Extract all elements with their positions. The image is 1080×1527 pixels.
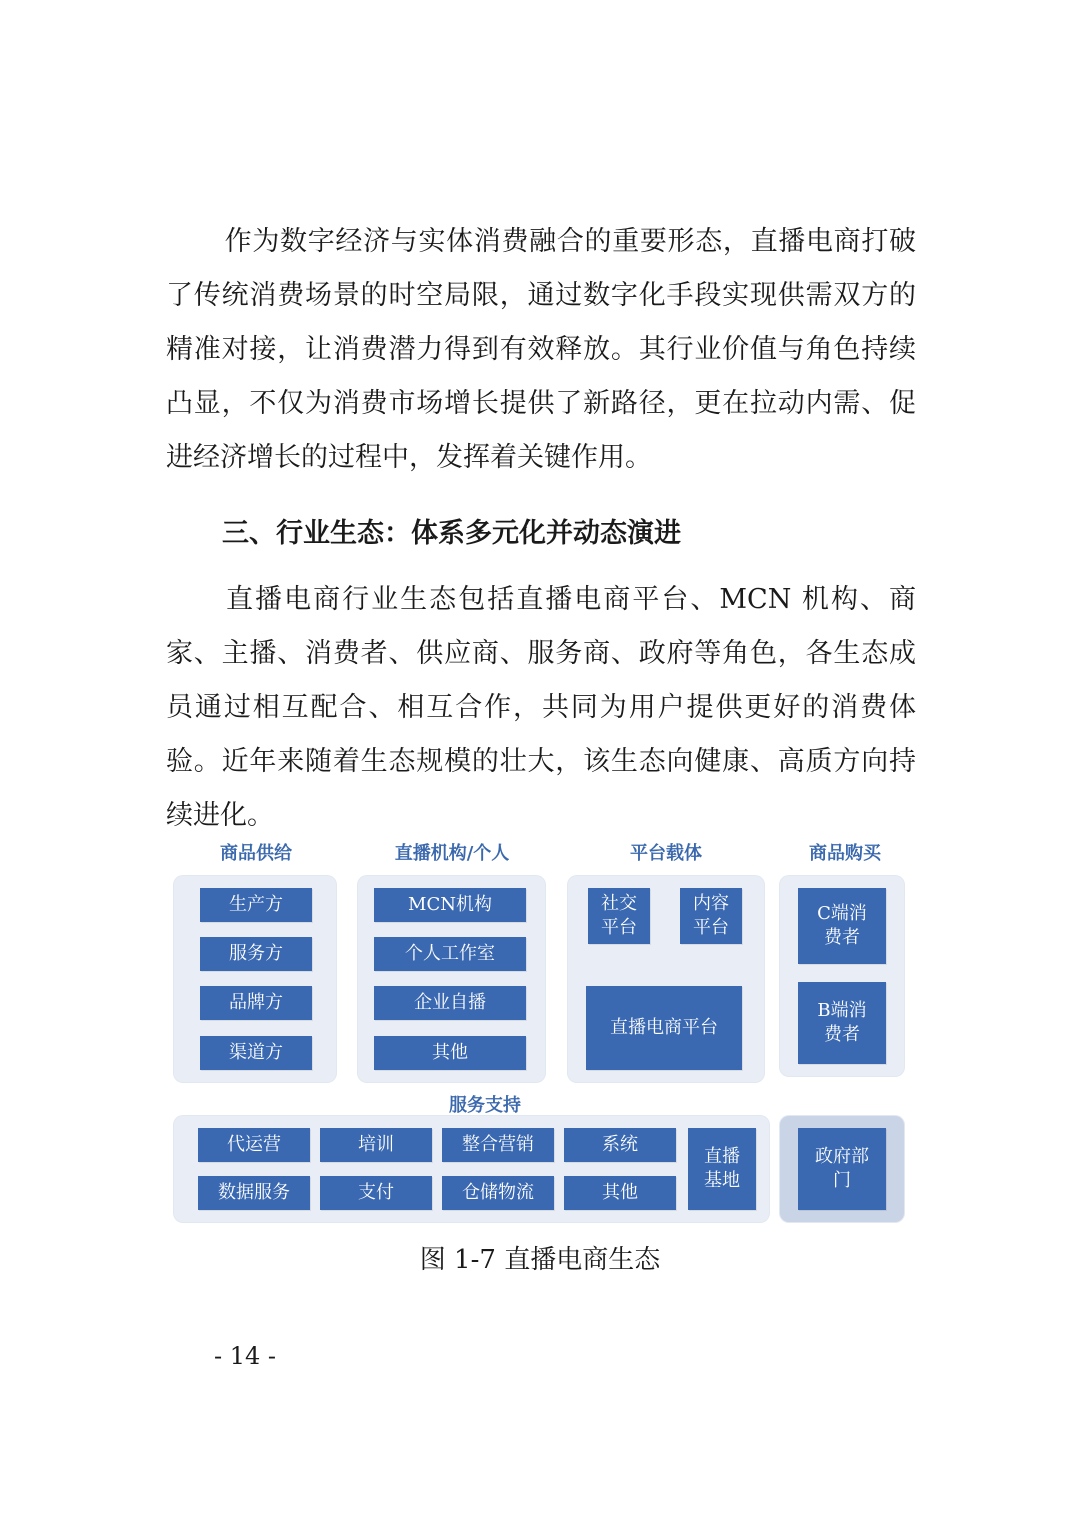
paragraph-1-text: 作为数字经济与实体消费融合的重要形态，直播电商打破了传统消费场景的时空局限，通过数字化手段实现供需双方的精准对接，让消费潜力得到有效释放。其行业价值与角色持续凸显，不仅为消费市场增长提供了新路径，更在拉动内需、促进经济增长的过程中，发挥着关键作用。 <box>166 226 916 473</box>
purchase-c-consumer: C端消费者 <box>798 888 886 964</box>
paragraph-2-text: 直播电商行业生态包括直播电商平台、MCN 机构、商家、主播、消费者、供应商、服务商、政府等角色，各生态成员通过相互配合、相互合作，共同为用户提供更好的消费体验。近年来随着生态规模的壮大，该生态向健康、高质方向持续进化。 <box>166 584 916 831</box>
government-box: 政府部门 <box>798 1128 886 1210</box>
platform-title: 平台载体 <box>630 843 702 864</box>
page-number: - 14 - <box>214 1342 277 1370</box>
service-training: 培训 <box>320 1128 432 1162</box>
supply-service: 服务方 <box>200 937 312 971</box>
service-operation: 代运营 <box>198 1128 310 1162</box>
figure-caption: 图 1-7 直播电商生态 <box>419 1245 661 1275</box>
live-studio: 个人工作室 <box>374 937 526 971</box>
platform-main: 直播电商平台 <box>586 986 742 1070</box>
service-payment: 支付 <box>320 1176 432 1210</box>
live-enterprise: 企业自播 <box>374 986 526 1020</box>
supply-producer: 生产方 <box>200 888 312 922</box>
platform-content: 内容平台 <box>680 888 742 944</box>
section-heading: 三、行业生态：体系多元化并动态演进 <box>222 518 681 549</box>
paragraph-2 <box>166 573 916 843</box>
purchase-b-consumer: B端消费者 <box>798 982 886 1064</box>
supply-brand: 品牌方 <box>200 986 312 1020</box>
supply-channel: 渠道方 <box>200 1036 312 1070</box>
platform-social: 社交平台 <box>588 888 650 944</box>
service-other: 其他 <box>564 1176 676 1210</box>
service-marketing: 整合营销 <box>442 1128 554 1162</box>
service-system: 系统 <box>564 1128 676 1162</box>
service-base: 直播基地 <box>688 1128 756 1210</box>
service-data: 数据服务 <box>198 1176 310 1210</box>
live-other: 其他 <box>374 1036 526 1070</box>
supply-title: 商品供给 <box>220 843 292 864</box>
live-title: 直播机构/个人 <box>394 843 510 864</box>
ecosystem-diagram <box>170 838 910 1228</box>
service-logistics: 仓储物流 <box>442 1176 554 1210</box>
paragraph-1 <box>166 215 916 485</box>
live-mcn: MCN机构 <box>374 888 526 922</box>
service-title: 服务支持 <box>449 1095 521 1116</box>
purchase-title: 商品购买 <box>809 843 881 864</box>
